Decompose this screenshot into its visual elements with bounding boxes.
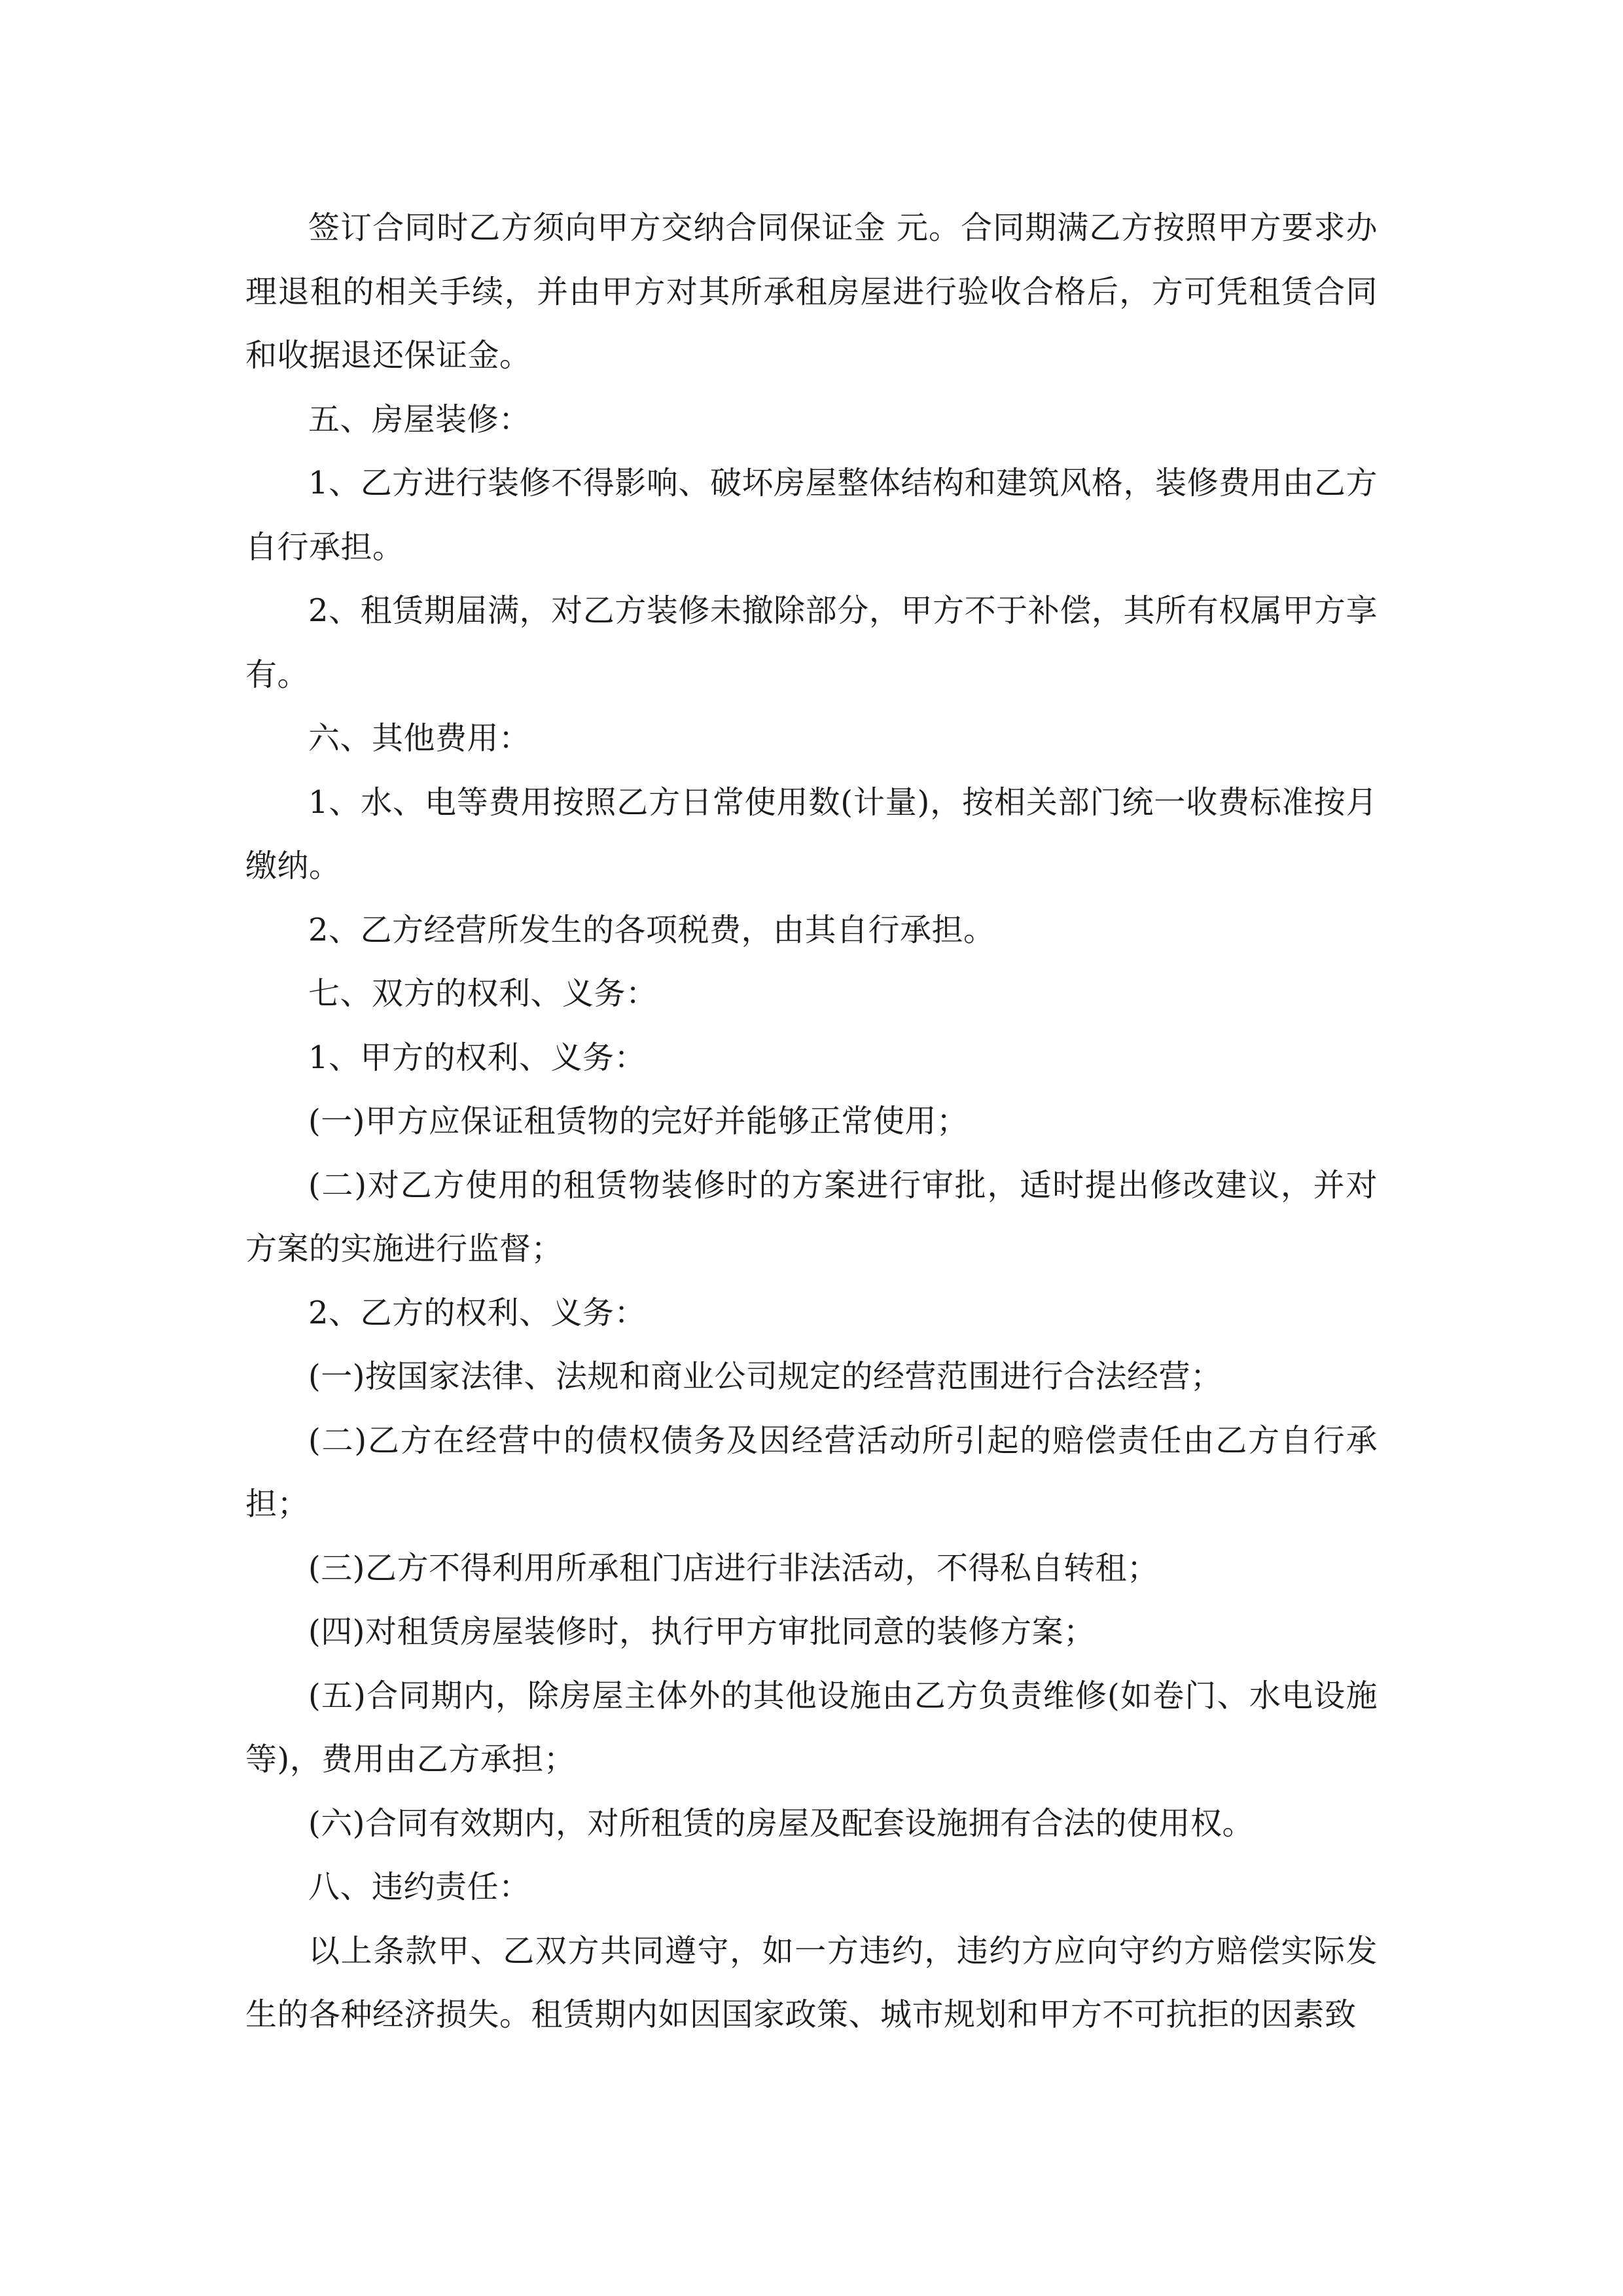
list-item-party-a-1: (一)甲方应保证租赁物的完好并能够正常使用； (308, 1103, 969, 1139)
paragraph-fees-2: 2、乙方经营所发生的各项税费，由其自行承担。 (308, 911, 995, 948)
section-heading-renovation: 五、房屋装修： (308, 401, 531, 438)
list-item-party-b-2: (二)乙方在经营中的债权债务及因经营活动所引起的赔偿责任由乙方自行承担； (245, 1422, 1378, 1522)
paragraph-renovation-1: 1、乙方进行装修不得影响、破坏房屋整体结构和建筑风格，装修费用由乙方自行承担。 (245, 465, 1378, 565)
list-item-party-b-6: (六)合同有效期内，对所租赁的房屋及配套设施拥有合法的使用权。 (308, 1804, 1254, 1842)
paragraph-breach: 以上条款甲、乙双方共同遵守，如一方违约，违约方应向守约方赔偿实际发生的各种经济损失。租赁期内如因国家政策、城市规划和甲方不可抗拒的因素致 (245, 1932, 1378, 2033)
paragraph-fees-1: 1、水、电等费用按照乙方日常使用数(计量)，按相关部门统一收费标准按月缴纳。 (245, 783, 1378, 884)
paragraph-deposit: 签订合同时乙方须向甲方交纳合同保证金 元。合同期满乙方按照甲方要求办理退租的相关手续，并由甲方对其所承租房屋进行验收合格后，方可凭租赁合同和收据退还保证金。 (245, 209, 1378, 374)
paragraph-renovation-2: 2、租赁期届满，对乙方装修未撤除部分，甲方不于补偿，其所有权属甲方享有。 (245, 592, 1378, 693)
document-body (245, 196, 1378, 2047)
section-heading-rights-duties: 七、双方的权利、义务： (308, 975, 658, 1012)
list-item-party-b-1: (一)按国家法律、法规和商业公司规定的经营范围进行合法经营； (308, 1358, 1222, 1395)
list-item-party-b-5: (五)合同期内，除房屋主体外的其他设施由乙方负责维修(如卷门、水电设施等)，费用由乙方承担； (245, 1677, 1378, 1778)
subheading-party-a: 1、甲方的权利、义务： (308, 1039, 647, 1076)
subheading-party-b: 2、乙方的权利、义务： (308, 1294, 647, 1331)
section-heading-other-fees: 六、其他费用： (308, 720, 531, 757)
section-heading-breach: 八、违约责任： (308, 1869, 531, 1905)
list-item-party-b-4: (四)对租赁房屋装修时，执行甲方审批同意的装修方案； (308, 1613, 1096, 1650)
list-item-party-b-3: (三)乙方不得利用所承租门店进行非法活动，不得私自转租； (308, 1549, 1159, 1587)
list-item-party-a-2: (二)对乙方使用的租赁物装修时的方案进行审批，适时提出修改建议，并对方案的实施进行监督； (245, 1166, 1378, 1267)
